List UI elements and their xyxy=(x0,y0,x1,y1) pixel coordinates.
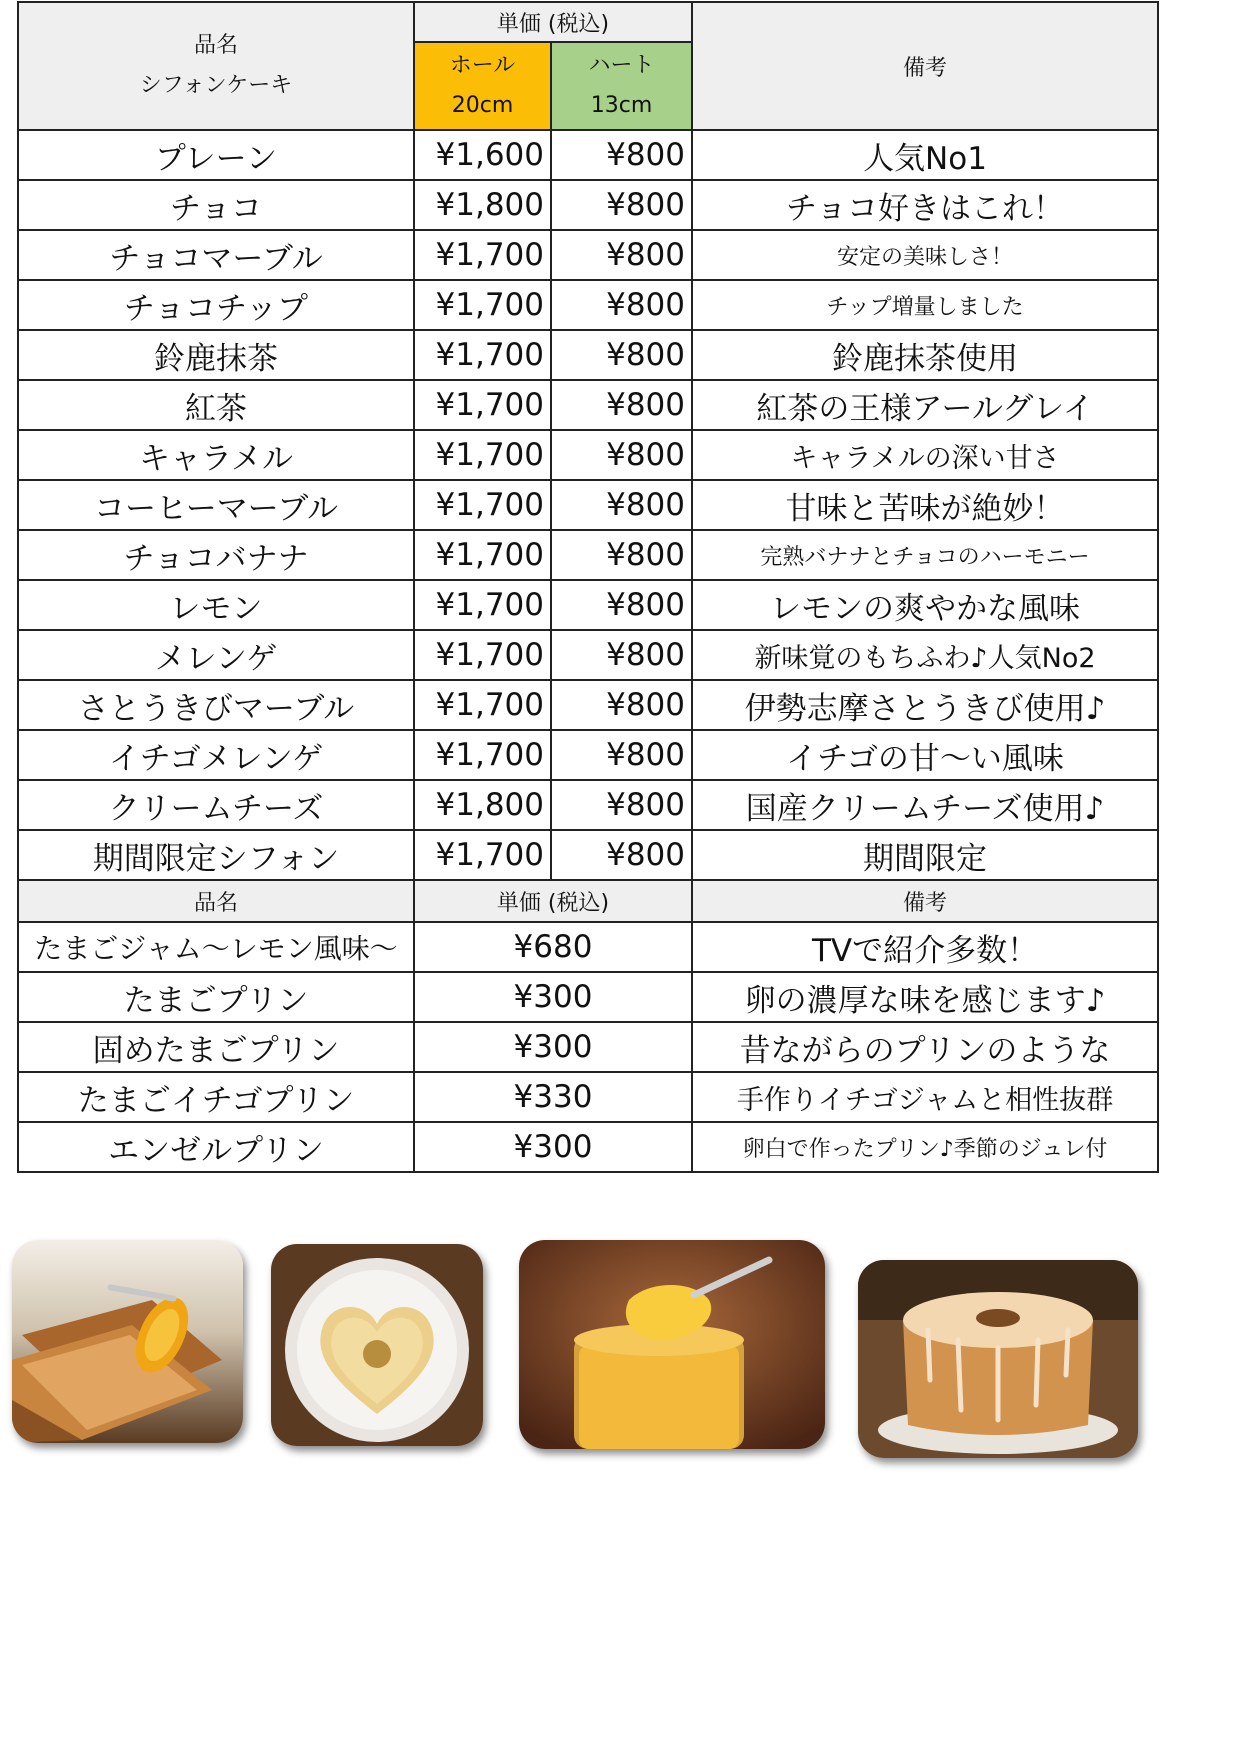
item-note: 手作りイチゴジャムと相性抜群 xyxy=(692,1072,1158,1122)
note-header: 備考 xyxy=(692,2,1158,130)
item-note: TVで紹介多数！ xyxy=(692,922,1158,972)
whole-size-header xyxy=(414,42,551,130)
item-name: クリームチーズ xyxy=(18,780,414,830)
table-row xyxy=(18,530,1158,580)
item-name: さとうきびマーブル xyxy=(18,680,414,730)
item-note: 卵の濃厚な味を感じます♪ xyxy=(692,972,1158,1022)
name-label: 品名 xyxy=(193,33,238,58)
table-row xyxy=(18,780,1158,830)
other-name-header: 品名 xyxy=(18,880,414,922)
heart-size-header xyxy=(551,42,692,130)
item-name: コーヒーマーブル xyxy=(18,480,414,530)
item-note: 国産クリームチーズ使用♪ xyxy=(692,780,1158,830)
table-row xyxy=(18,580,1158,630)
table-row xyxy=(18,630,1158,680)
price-header: 単価 (税込) xyxy=(414,2,692,42)
heart-price: ¥800 xyxy=(551,630,692,680)
toast-jam-image xyxy=(12,1240,243,1443)
item-name: チョコ xyxy=(18,180,414,230)
whole-price: ¥1,800 xyxy=(414,180,551,230)
item-note: 鈴鹿抹茶使用 xyxy=(692,330,1158,380)
whole-label: ホール xyxy=(449,53,516,78)
table-row xyxy=(18,1072,1158,1122)
item-name: チョコチップ xyxy=(18,280,414,330)
table-row xyxy=(18,972,1158,1022)
whole-price: ¥1,700 xyxy=(414,680,551,730)
item-note: レモンの爽やかな風味 xyxy=(692,580,1158,630)
item-note: チップ増量しました xyxy=(692,280,1158,330)
whole-price: ¥1,700 xyxy=(414,430,551,480)
heart-price: ¥800 xyxy=(551,380,692,430)
item-name: チョコマーブル xyxy=(18,230,414,280)
item-name: 期間限定シフォン xyxy=(18,830,414,880)
item-name: プレーン xyxy=(18,130,414,180)
other-header-row xyxy=(18,880,1158,922)
item-note: チョコ好きはこれ！ xyxy=(692,180,1158,230)
item-note: 完熟バナナとチョコのハーモニー xyxy=(692,530,1158,580)
heart-price: ¥800 xyxy=(551,730,692,780)
table-row xyxy=(18,730,1158,780)
item-note: 新味覚のもちふわ♪人気No2 xyxy=(692,630,1158,680)
heart-price: ¥800 xyxy=(551,480,692,530)
chiffon-cake-photo xyxy=(858,1260,1138,1458)
item-name: たまごジャム〜レモン風味〜 xyxy=(18,922,414,972)
heart-price: ¥800 xyxy=(551,280,692,330)
table-row xyxy=(18,680,1158,730)
item-name: たまごイチゴプリン xyxy=(18,1072,414,1122)
item-note: 紅茶の王様アールグレイ xyxy=(692,380,1158,430)
heart-price: ¥800 xyxy=(551,680,692,730)
whole-price: ¥1,700 xyxy=(414,380,551,430)
item-name: チョコバナナ xyxy=(18,530,414,580)
table-row xyxy=(18,430,1158,480)
item-name: たまごプリン xyxy=(18,972,414,1022)
item-note: イチゴの甘〜い風味 xyxy=(692,730,1158,780)
item-name: イチゴメレンゲ xyxy=(18,730,414,780)
heart-price: ¥800 xyxy=(551,330,692,380)
other-price-header: 単価 (税込) xyxy=(414,880,692,922)
item-price: ¥680 xyxy=(414,922,692,972)
item-name: 鈴鹿抹茶 xyxy=(18,330,414,380)
item-name: 固めたまごプリン xyxy=(18,1022,414,1072)
item-price: ¥330 xyxy=(414,1072,692,1122)
whole-price: ¥1,700 xyxy=(414,730,551,780)
item-price: ¥300 xyxy=(414,972,692,1022)
item-name: 紅茶 xyxy=(18,380,414,430)
table-row xyxy=(18,1022,1158,1072)
heart-label: ハート xyxy=(588,53,655,78)
whole-price: ¥1,700 xyxy=(414,330,551,380)
item-note: 甘味と苦味が絶妙！ xyxy=(692,480,1158,530)
table-row xyxy=(18,230,1158,280)
pudding-photo xyxy=(519,1240,825,1449)
pudding-image xyxy=(519,1240,825,1449)
item-note: キャラメルの深い甘さ xyxy=(692,430,1158,480)
table-row xyxy=(18,330,1158,380)
table-row xyxy=(18,480,1158,530)
heart-price: ¥800 xyxy=(551,580,692,630)
menu-table xyxy=(17,1,1159,1173)
item-note: 安定の美味しさ！ xyxy=(692,230,1158,280)
table-row xyxy=(18,380,1158,430)
table-row xyxy=(18,830,1158,880)
table-row xyxy=(18,922,1158,972)
table-row xyxy=(18,280,1158,330)
item-note: 伊勢志摩さとうきび使用♪ xyxy=(692,680,1158,730)
item-name: エンゼルプリン xyxy=(18,1122,414,1172)
name-header xyxy=(18,2,414,130)
whole-size: 20cm xyxy=(451,93,514,118)
item-note: 期間限定 xyxy=(692,830,1158,880)
item-name: キャラメル xyxy=(18,430,414,480)
whole-price: ¥1,700 xyxy=(414,480,551,530)
category-label: シフォンケーキ xyxy=(139,73,293,98)
whole-price: ¥1,600 xyxy=(414,130,551,180)
table-row xyxy=(18,130,1158,180)
whole-price: ¥1,700 xyxy=(414,530,551,580)
heart-price: ¥800 xyxy=(551,180,692,230)
heart-price: ¥800 xyxy=(551,830,692,880)
chiffon-cake-image xyxy=(858,1260,1138,1458)
heart-price: ¥800 xyxy=(551,130,692,180)
header-row xyxy=(18,2,1158,42)
heart-price: ¥800 xyxy=(551,430,692,480)
whole-price: ¥1,800 xyxy=(414,780,551,830)
other-note-header: 備考 xyxy=(692,880,1158,922)
heart-price: ¥800 xyxy=(551,780,692,830)
whole-price: ¥1,700 xyxy=(414,830,551,880)
item-note: 卵白で作ったプリン♪季節のジュレ付 xyxy=(692,1122,1158,1172)
item-price: ¥300 xyxy=(414,1122,692,1172)
table-row xyxy=(18,1122,1158,1172)
whole-price: ¥1,700 xyxy=(414,580,551,630)
heart-price: ¥800 xyxy=(551,230,692,280)
heart-size: 13cm xyxy=(590,93,653,118)
whole-price: ¥1,700 xyxy=(414,230,551,280)
item-price: ¥300 xyxy=(414,1022,692,1072)
whole-price: ¥1,700 xyxy=(414,280,551,330)
toast-jam-photo xyxy=(12,1240,243,1443)
whole-price: ¥1,700 xyxy=(414,630,551,680)
heart-price: ¥800 xyxy=(551,530,692,580)
item-note: 昔ながらのプリンのような xyxy=(692,1022,1158,1072)
item-name: レモン xyxy=(18,580,414,630)
item-note: 人気No1 xyxy=(692,130,1158,180)
heart-chiffon-image xyxy=(271,1244,483,1446)
heart-chiffon-photo xyxy=(271,1244,483,1446)
item-name: メレンゲ xyxy=(18,630,414,680)
table-row xyxy=(18,180,1158,230)
